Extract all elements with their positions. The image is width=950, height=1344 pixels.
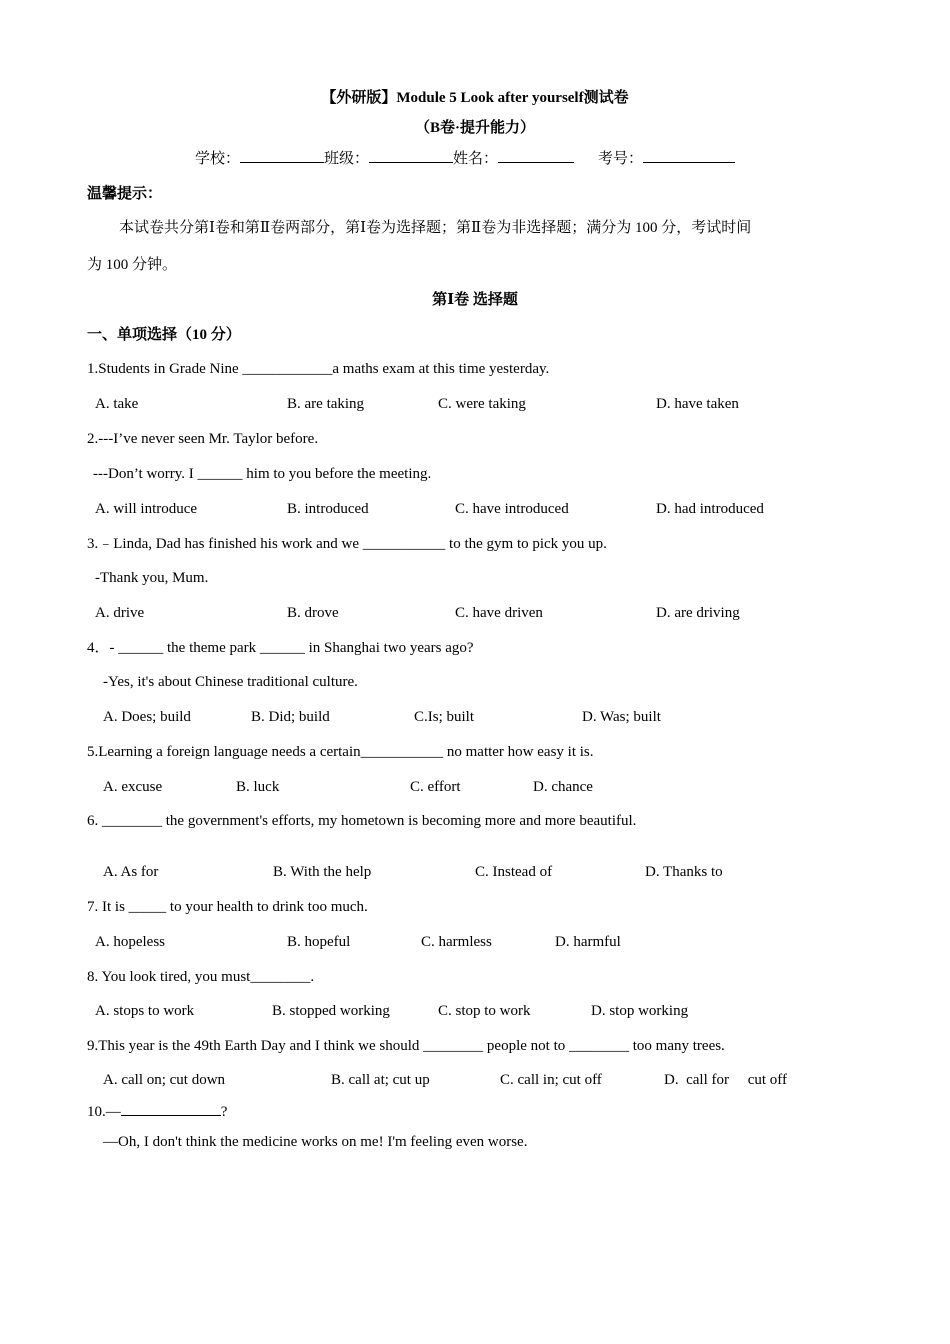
question-10-blank (121, 1101, 221, 1116)
question-3-stem-line-2: -Thank you, Mum. (95, 570, 209, 586)
number-blank (643, 148, 735, 163)
section1-title: 一、单项选择（10 分） (87, 327, 241, 343)
question-9-option-b: B. call at; cut up (331, 1072, 430, 1088)
question-6-option-b: B. With the help (273, 864, 372, 880)
question-6-option-d: D. Thanks to (645, 864, 723, 880)
question-2-option-c: C. have introduced (455, 501, 569, 517)
question-3-stem: 3.﹣Linda, Dad has finished his work and we ___________ to the gym to pick you up. (87, 536, 607, 552)
question-5-stem: 5.Learning a foreign language needs a certain___________ no matter how easy it is. (87, 744, 594, 760)
question-9-option-a: A. call on; cut down (103, 1072, 226, 1088)
question-5-option-a: A. excuse (103, 779, 163, 795)
question-2-option-b: B. introduced (287, 501, 369, 517)
question-3-option-c: C. have driven (455, 605, 543, 621)
question-8-option-c: C. stop to work (438, 1003, 531, 1019)
question-3-option-d: D. are driving (656, 605, 740, 621)
question-2-option-a: A. will introduce (95, 501, 198, 517)
class-blank (369, 148, 453, 163)
question-1-option-a: A. take (95, 396, 139, 412)
question-5-option-c: C. effort (410, 779, 461, 795)
number-label: 考号： (598, 151, 644, 167)
question-1-option-c: C. were taking (438, 396, 526, 412)
question-5-option-b: B. luck (236, 779, 280, 795)
question-4-option-b: B. Did; build (251, 709, 330, 725)
question-4-stem-line-2: -Yes, it's about Chinese traditional culture. (103, 674, 358, 690)
question-7-option-c: C. harmless (421, 934, 492, 950)
question-8-option-a: A. stops to work (95, 1003, 195, 1019)
question-1-stem: 1.Students in Grade Nine ____________a maths exam at this time yesterday. (87, 361, 550, 377)
question-9-option-c: C. call in; cut off (500, 1072, 602, 1088)
question-2-option-d: D. had introduced (656, 501, 764, 517)
notice-line-2: 为 100 分钟。 (87, 257, 178, 273)
question-8-stem: 8. You look tired, you must________. (87, 969, 315, 985)
question-1-option-d: D. have taken (656, 396, 739, 412)
question-10-response: —Oh, I don't think the medicine works on me! I'm feeling even worse. (103, 1134, 528, 1150)
question-9-stem: 9.This year is the 49th Earth Day and I think we should ________ people not to ________ too many trees. (87, 1038, 725, 1054)
question-6-stem: 6. ________ the government's efforts, my hometown is becoming more and more beautiful. (87, 813, 637, 829)
question-3-option-b: B. drove (287, 605, 339, 621)
question-7-stem: 7. It is _____ to your health to drink too much. (87, 899, 368, 915)
question-2-stem-line-2: ---Don’t worry. I ______ him to you before the meeting. (93, 466, 432, 482)
question-1-option-b: B. are taking (287, 396, 365, 412)
question-3-option-a: A. drive (95, 605, 145, 621)
notice-line-1: 本试卷共分第Ⅰ卷和第Ⅱ卷两部分，第Ⅰ卷为选择题；第Ⅱ卷为非选择题；满分为 100 分，考试时间 (119, 220, 752, 236)
question-10-stem (87, 1101, 227, 1122)
question-4-stem: 4．- ______ the theme park ______ in Shanghai two years ago? (87, 640, 474, 656)
question-4-option-d: D. Was; built (582, 709, 661, 725)
name-blank (498, 148, 574, 163)
question-10-number: 10.— (87, 1104, 121, 1120)
page-title: 【外研版】Module 5 Look after yourself测试卷 (321, 90, 629, 106)
question-6-option-c: C. Instead of (475, 864, 553, 880)
question-4-option-c: C.Is; built (414, 709, 475, 725)
question-9-option-d: D. call for cut off (664, 1072, 788, 1088)
page-subtitle: （B卷·提升能力） (414, 120, 535, 136)
notice-heading: 温馨提示： (87, 186, 163, 202)
question-5-option-d: D. chance (533, 779, 593, 795)
school-blank (240, 148, 324, 163)
question-4-option-a: A. Does; build (103, 709, 191, 725)
school-label: 学校： (195, 151, 241, 167)
question-2-stem: 2.---I’ve never seen Mr. Taylor before. (87, 431, 319, 447)
question-7-option-a: A. hopeless (95, 934, 165, 950)
question-6-option-a: A. As for (103, 864, 159, 880)
part1-title: 第Ⅰ卷 选择题 (432, 292, 518, 308)
question-8-option-d: D. stop working (591, 1003, 689, 1019)
question-7-option-b: B. hopeful (287, 934, 351, 950)
question-10-mark: ? (220, 1104, 228, 1120)
class-label: 班级： (324, 151, 370, 167)
question-7-option-d: D. harmful (555, 934, 621, 950)
name-label: 姓名： (453, 151, 499, 167)
question-8-option-b: B. stopped working (272, 1003, 390, 1019)
student-info-line (195, 148, 735, 169)
